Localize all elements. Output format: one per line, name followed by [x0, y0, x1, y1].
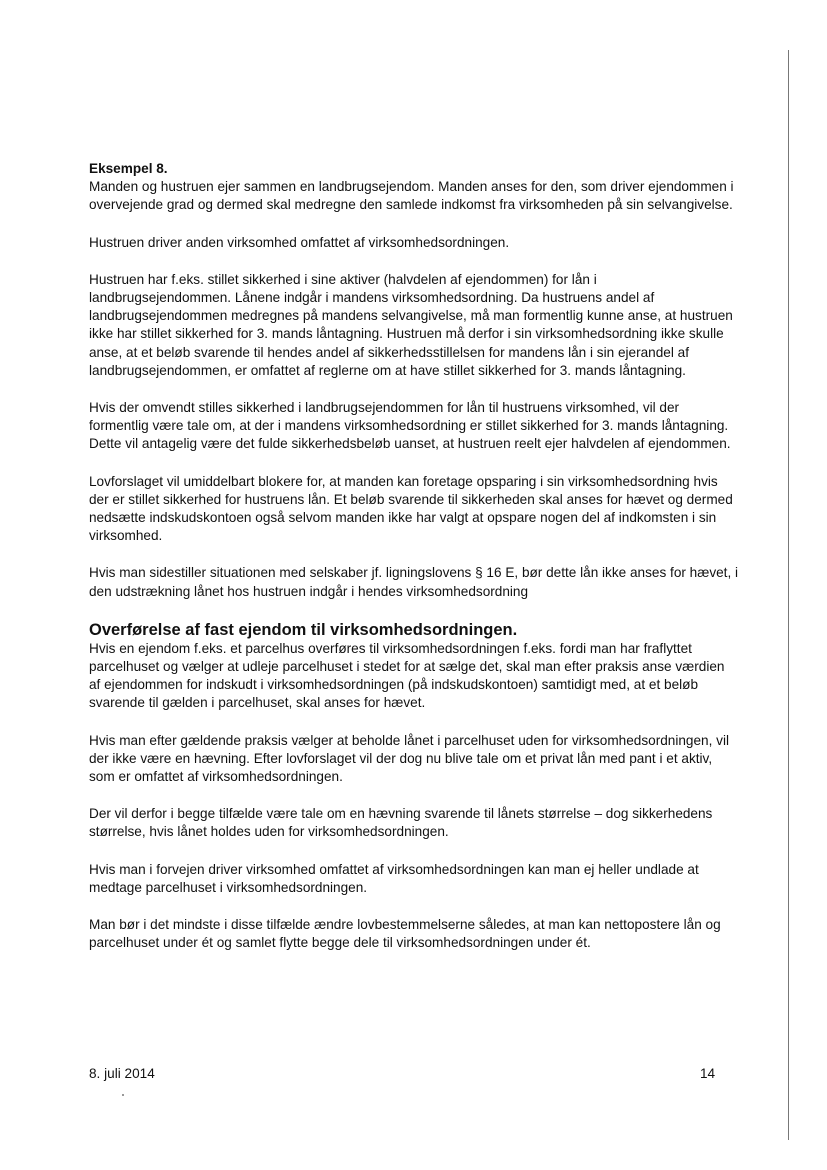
paragraph-2: Hustruen driver anden virksomhed omfattet af virksomhedsordningen.: [89, 234, 510, 250]
paragraph-9: Der vil derfor i begge tilfælde være tale om en hævning svarende til lånets størrelse – dog sikkerhedens størrelse, hvis lånet holdes uden for virksomhedsordningen.: [89, 806, 713, 840]
paragraph-1: Manden og hustruen ejer sammen en landbrugsejendom. Manden anses for den, som driver ejendommen i overvejende grad og dermed skal medregne den samlede indkomst fra virksomheden på sin selvangivelse.: [89, 179, 734, 213]
margin-rule: [788, 50, 789, 1140]
paragraph-11: Man bør i det mindste i disse tilfælde ændre lovbestemmelserne således, at man kan nettopostere lån og parcelhuset under ét og samlet flytte begge dele til virksomhedsordningen under ét.: [89, 917, 721, 951]
paragraph-3: Hustruen har f.eks. stillet sikkerhed i sine aktiver (halvdelen af ejendommen) for lån i landbrugsejendommen. Lånene indgår i mandens virksomhedsordning. Da hustruens andel af landbrugsejendommen medregnes på mandens selvangivelse, må man formentlig kunne anse, at hustruen ikke har stillet sikkerhed for 3. mands låntagning. Hustruen må derfor i sin virksomhedsordning ikke skulle anse, at et beløb svarende til hendes andel af sikkerhedsstillelsen for mandens lån i sin ejerandel af landbrugsejendommen, er omfattet af reglerne om at have stillet sikkerhed for 3. mands låntagning.: [89, 271, 733, 378]
paragraph-10: Hvis man i forvejen driver virksomhed omfattet af virksomhedsordningen kan man ej heller undlade at medtage parcelhuset i virksomhedsordningen.: [89, 861, 699, 895]
section-heading: Overførelse af fast ejendom til virksomhedsordningen.: [89, 620, 518, 639]
example-heading: Eksempel 8.: [89, 161, 168, 176]
footer-date: 8. juli 2014: [89, 1066, 155, 1081]
page-number: 14: [700, 1066, 716, 1081]
paragraph-5: Lovforslaget vil umiddelbart blokere for, at manden kan foretage opsparing i sin virksomhedsordning hvis der er stillet sikkerhed for hustruens lån. Et beløb svarende til sikkerheden skal anses for hævet og dermed nedsætte indskudskontoen også selvom manden ikke har valgt at opspare nogen del af indkomsten i sin virksomhed.: [89, 473, 733, 544]
scan-speck: [122, 1094, 124, 1096]
paragraph-6: Hvis man sidestiller situationen med selskaber jf. ligningslovens § 16 E, bør dette lån ikke anses for hævet, i den udstrækning lånet hos hustruen indgår i hendes virksomhedsordning: [89, 565, 739, 599]
paragraph-8: Hvis man efter gældende praksis vælger at beholde lånet i parcelhuset uden for virksomhedsordningen, vil der ikke være en hævning. Efter lovforslaget vil der dog nu blive tale om et privat lån med pant i et aktiv, som er omfattet af virksomhedsordningen.: [89, 732, 730, 785]
paragraph-7: Hvis en ejendom f.eks. et parcelhus overføres til virksomhedsordningen f.eks. fordi man har fraflyttet parcelhuset og vælger at udleje parcelhuset i stedet for at sælge det, skal man efter praksis anse værdien af ejendommen for indskudt i virksomhedsordningen (på indskudskontoen) samtidigt med, at et beløb svarende til gælden i parcelhuset, skal anses for hævet.: [89, 640, 725, 711]
document-body: [89, 160, 739, 972]
paragraph-4: Hvis der omvendt stilles sikkerhed i landbrugsejendommen for lån til hustruens virksomhed, vil der formentlig være tale om, at der i mandens virksomhedsordning er stillet sikkerhed for 3. mands låntagning. Dette vil antagelig være det fulde sikkerhedsbeløb uanset, at hustruen reelt ejer halvdelen af ejendommen.: [89, 400, 731, 452]
